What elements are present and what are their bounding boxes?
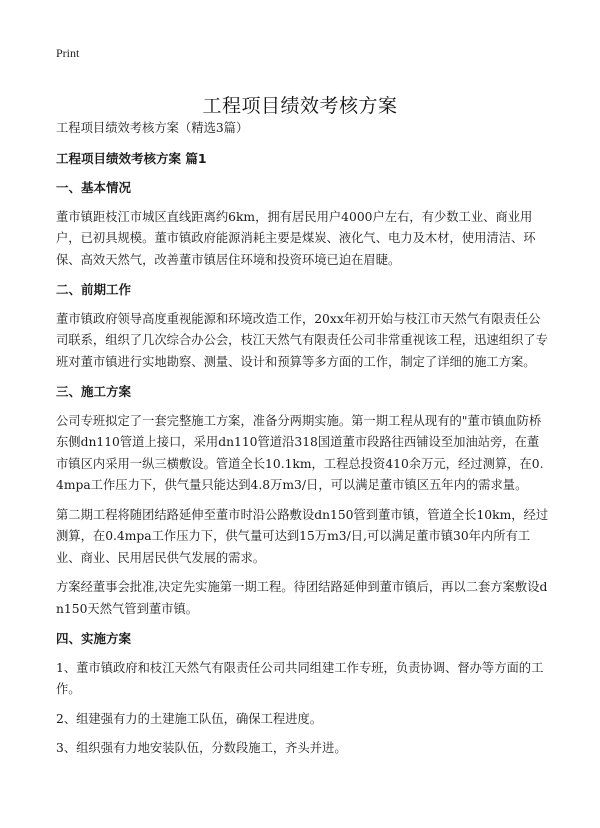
section-heading-preliminary-work: 二、前期工作 (56, 282, 132, 297)
paragraph: 3、组织强有力地安装队伍，分数段施工，齐头并进。 (56, 741, 347, 755)
paragraph: 公司专班拟定了一套完整施工方案，准备分两期实施。第一期工程从现有的"董市镇血防桥东侧dn110管道上接口，采用dn110管道沿318国道董市段路往西铺设至加油站旁，在董市镇区内采用一纵三横敷设。管道全长10.1km，工程总投资410余万元，经过测算，在0.4mpa工作压力下，供气量只能达到4.8万m3/日，可以满足董市镇区五年内的需求量。 (56, 413, 544, 492)
paragraph: 方案经董事会批准,决定先实施第一期工程。待团结路延伸到董市镇后，再以二套方案敷设dn150天然气管到董市镇。 (56, 580, 548, 616)
paragraph: 第二期工程将随团结路延伸至董市时沿公路敷设dn150管到董市镇，管道全长10km，经过测算，在0.4mpa工作压力下，供气量可达到15万m3/日,可以满足董市镇30年内所有工业、商业、民用居民供气发展的需求。 (56, 507, 549, 565)
paragraph: 董市镇距枝江市城区直线距离约6km，拥有居民用户4000户左右，有少数工业、商业用户，已初具规模。董市镇政府能源消耗主要是煤炭、液化气、电力及木材，使用清洁、环保、高效天然气，改善董市镇居住环境和投资环境已迫在眉睫。 (56, 209, 536, 267)
print-label[interactable]: Print (56, 46, 80, 60)
paragraph: 1、董市镇政府和枝江天然气有限责任公司共同组建工作专班，负责协调、督办等方面的工作。 (56, 660, 544, 696)
section-heading-implementation: 四、实施方案 (56, 631, 132, 646)
section-heading-basic-info: 一、基本情况 (56, 180, 132, 195)
article-heading: 工程项目绩效考核方案 篇1 (56, 150, 207, 166)
paragraph: 董市镇政府领导高度重视能源和环境改造工作，20xx年初开始与枝江市天然气有限责任公司联系，组织了几次综合办公会，枝江天然气有限责任公司非常重视该工程，迅速组织了专班对董市镇进行实地勘察、测量、设计和预算等多方面的工作，制定了详细的施工方案。 (56, 311, 548, 369)
document-body (56, 118, 550, 768)
section-heading-construction-plan: 三、施工方案 (56, 384, 132, 399)
page-title: 工程项目绩效考核方案 (202, 94, 398, 117)
paragraph: 2、组建强有力的土建施工队伍，确保工程进度。 (56, 711, 323, 726)
document-subtitle: 工程项目绩效考核方案（精选3篇） (56, 121, 249, 135)
